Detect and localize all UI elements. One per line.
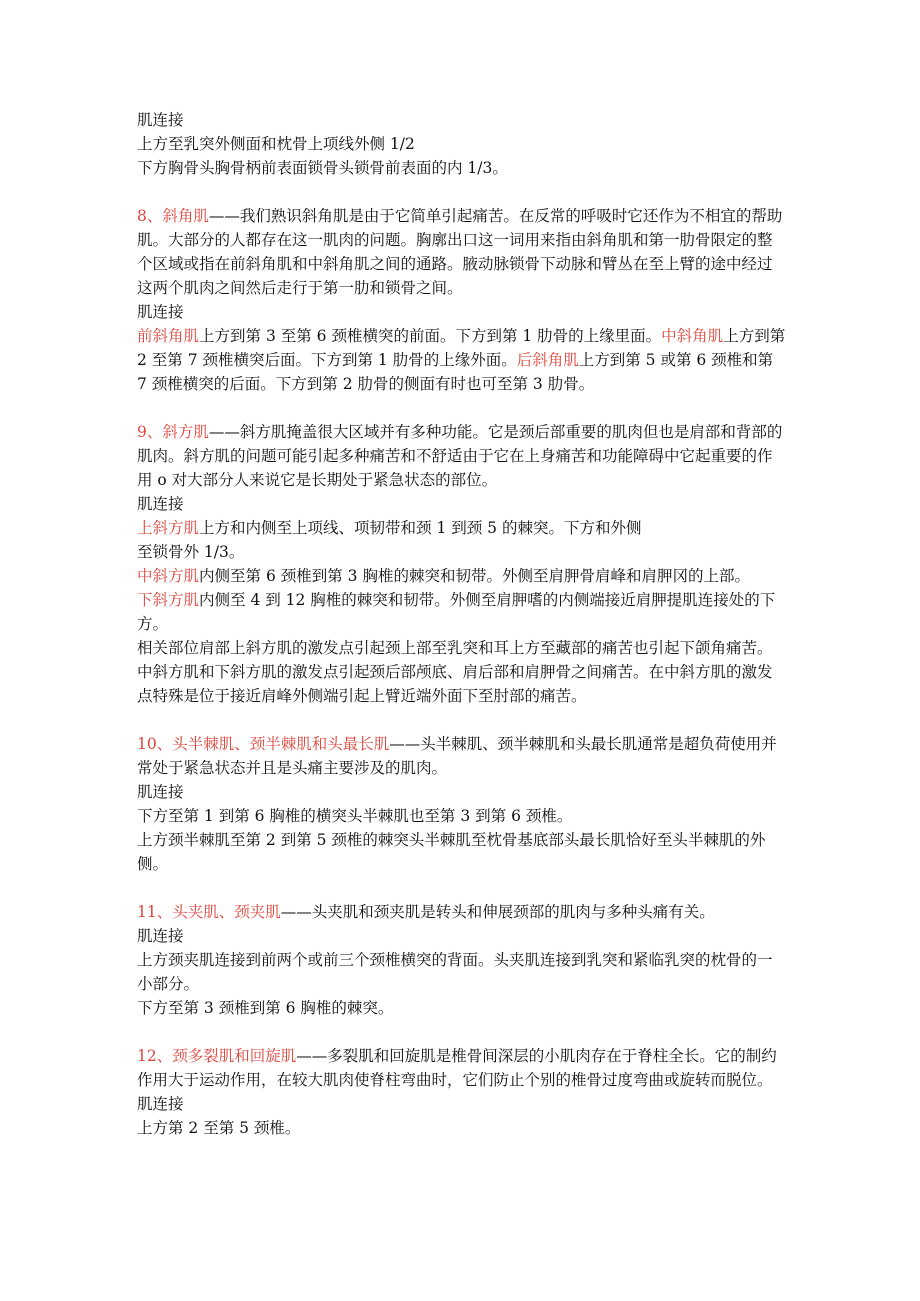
paragraph — [137, 204, 787, 300]
paragraph-gap — [137, 876, 787, 900]
paragraph — [137, 492, 787, 516]
text-run: 肌连接 — [137, 1095, 184, 1113]
text-run: ——斜方肌掩盖很大区域并有多种功能。它是颈后部重要的肌肉但也是肩部和背部的肌肉。斜方肌的问题可能引起多种痛苦和不舒适由于它在上身痛苦和功能障碍中它起重要的作用 o 对大部分人来说它是长期处于紧急状态的部位。 — [137, 423, 783, 489]
muscle-heading: 11、头夹肌、颈夹肌 — [137, 903, 281, 921]
text-run: 上方到第 2 至第 7 颈椎横突后面。下方到第 1 肋骨的上缘外面。 — [137, 327, 786, 369]
text-run: 下方至第 1 到第 6 胸椎的横突头半棘肌也至第 3 到第 6 颈椎。 — [137, 807, 573, 825]
text-run: 上方到第 5 或第 6 颈椎和第 7 颈椎横突的后面。下方到第 2 肋骨的侧面有时也可至第 3 肋骨。 — [137, 351, 774, 393]
text-run: 上方和内侧至上项线、项韧带和颈 1 到颈 5 的棘突。下方和外侧 — [199, 519, 642, 537]
paragraph — [137, 420, 787, 492]
text-run: 下方至第 3 颈椎到第 6 胸椎的棘突。 — [137, 999, 394, 1017]
text-run: 上方颈夹肌连接到前两个或前三个颈椎横突的背面。头夹肌连接到乳突和紧临乳突的枕骨的一小部分。 — [137, 951, 773, 993]
paragraph — [137, 588, 787, 636]
text-run: 肌连接 — [137, 303, 184, 321]
document-page — [137, 108, 787, 1140]
text-run: 上方到第 3 至第 6 颈椎横突的前面。下方到第 1 肋骨的上缘里面。 — [199, 327, 662, 345]
text-run: 肌连接 — [137, 111, 184, 129]
paragraph — [137, 828, 787, 876]
paragraph — [137, 516, 787, 540]
text-run: 相关部位肩部上斜方肌的激发点引起颈上部至乳突和耳上方至藏部的痛苦也引起下颌角痛苦。中斜方肌和下斜方肌的激发点引起颈后部颅底、肩后部和肩胛骨之间痛苦。在中斜方肌的激发点特殊是位于接近肩峰外侧端引起上臂近端外面下至肘部的痛苦。 — [137, 639, 773, 705]
paragraph-gap — [137, 1020, 787, 1044]
muscle-heading: 8、斜角肌 — [137, 207, 209, 225]
text-run: 上方第 2 至第 5 颈椎。 — [137, 1119, 301, 1137]
paragraph — [137, 1044, 787, 1092]
muscle-heading: 9、斜方肌 — [137, 423, 209, 441]
paragraph — [137, 564, 787, 588]
paragraph — [137, 996, 787, 1020]
paragraph — [137, 156, 787, 180]
paragraph — [137, 300, 787, 324]
text-run: 肌连接 — [137, 783, 184, 801]
muscle-heading: 12、颈多裂肌和回旋肌 — [137, 1047, 297, 1065]
text-run: ——多裂肌和回旋肌是椎骨间深层的小肌肉存在于脊柱全长。它的制约作用大于运动作用，在较大肌肉使脊柱弯曲时，它们防止个别的椎骨过度弯曲或旋转而脱位。 — [137, 1047, 777, 1089]
text-run: 内侧至 4 到 12 胸椎的棘突和韧带。外侧至肩胛嗜的内侧端接近肩胛提肌连接处的下方。 — [137, 591, 776, 633]
text-run: 内侧至第 6 颈椎到第 3 胸椎的棘突和韧带。外侧至肩胛骨肩峰和肩胛冈的上部。 — [199, 567, 750, 585]
paragraph — [137, 780, 787, 804]
paragraph — [137, 804, 787, 828]
paragraph — [137, 924, 787, 948]
paragraph-gap — [137, 708, 787, 732]
paragraph-gap — [137, 180, 787, 204]
paragraph — [137, 1092, 787, 1116]
muscle-heading: 后斜角肌 — [516, 351, 579, 369]
paragraph — [137, 900, 787, 924]
muscle-heading: 10、头半棘肌、颈半棘肌和头最长肌 — [137, 735, 390, 753]
paragraph — [137, 636, 787, 708]
paragraph — [137, 948, 787, 996]
text-run: ——我们熟识斜角肌是由于它简单引起痛苦。在反常的呼吸时它还作为不相宜的帮助肌。大部分的人都存在这一肌肉的问题。胸廓出口这一词用来指由斜角肌和第一肋骨限定的整个区域或指在前斜角肌和中斜角肌之间的通路。腋动脉锁骨下动脉和臂丛在至上臂的途中经过这两个肌肉之间然后走行于第一肋和锁骨之间。 — [137, 207, 783, 297]
paragraph — [137, 732, 787, 780]
paragraph — [137, 132, 787, 156]
paragraph — [137, 1116, 787, 1140]
muscle-heading: 下斜方肌 — [137, 591, 200, 609]
text-run: ——头夹肌和颈夹肌是转头和伸展颈部的肌肉与多种头痛有关。 — [280, 903, 715, 921]
muscle-heading: 中斜角肌 — [661, 327, 724, 345]
text-run: 下方胸骨头胸骨柄前表面锁骨头锁骨前表面的内 1/3。 — [137, 159, 508, 177]
muscle-heading: 上斜方肌 — [137, 519, 200, 537]
text-run: 上方至乳突外侧面和枕骨上项线外侧 1/2 — [137, 135, 415, 153]
text-run: 肌连接 — [137, 927, 184, 945]
muscle-heading: 前斜角肌 — [137, 327, 200, 345]
text-run: 肌连接 — [137, 495, 184, 513]
muscle-heading: 中斜方肌 — [137, 567, 200, 585]
text-run: 至锁骨外 1/3。 — [137, 543, 245, 561]
text-run: 上方颈半棘肌至第 2 到第 5 颈椎的棘突头半棘肌至枕骨基底部头最长肌恰好至头半棘肌的外侧。 — [137, 831, 766, 873]
paragraph — [137, 108, 787, 132]
paragraph — [137, 540, 787, 564]
paragraph-gap — [137, 396, 787, 420]
paragraph — [137, 324, 787, 396]
text-run: ——头半棘肌、颈半棘肌和头最长肌通常是超负荷使用并常处于紧急状态并且是头痛主要涉及的肌肉。 — [137, 735, 777, 777]
